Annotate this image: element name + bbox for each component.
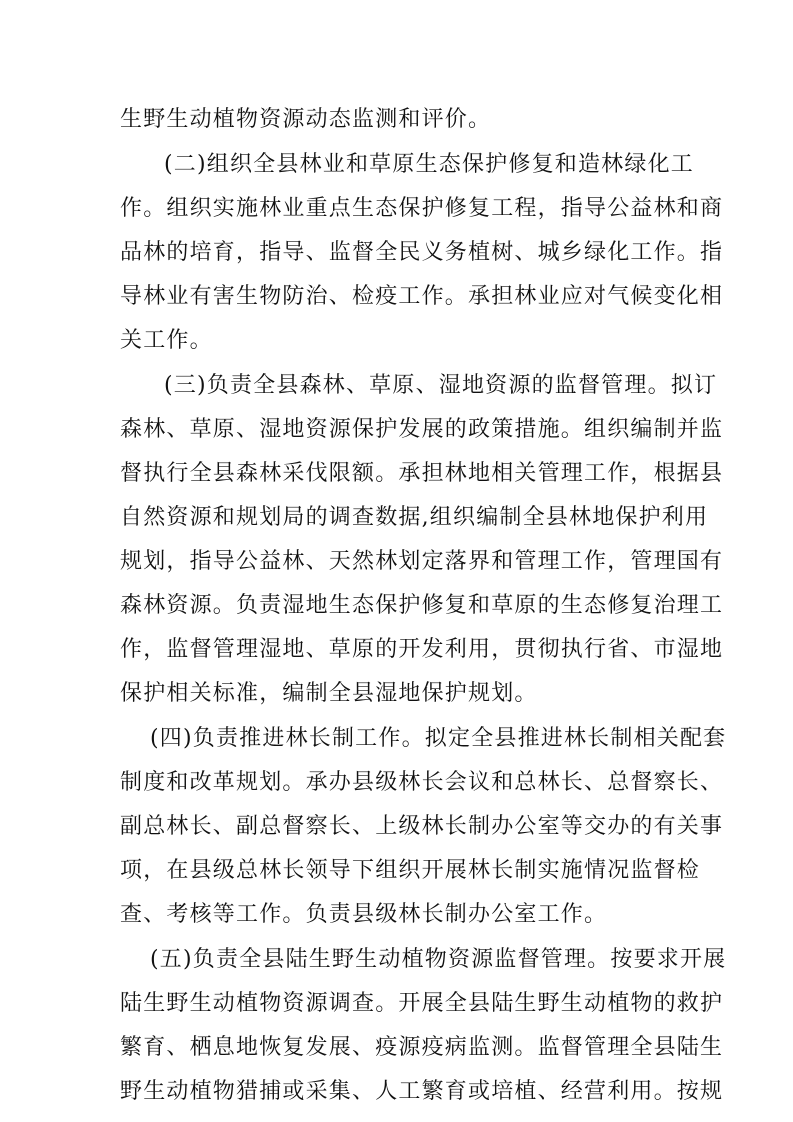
text-line: 查、考核等工作。负责县级林长制办公室工作。 [120, 902, 608, 927]
text-line: 导林业有害生物防治、检疫工作。承担林业应对气候变化相 [120, 284, 724, 309]
text-line: 繁育、栖息地恢复发展、疫源疫病监测。监督管理全县陆生 [120, 1035, 724, 1060]
text-line: 野生动植物猎捕或采集、人工繁育或培植、经营利用。按规 [120, 1079, 724, 1104]
text-line-section-heading: (三)负责全县森林、草原、湿地资源的监督管理。拟订 [164, 373, 718, 398]
text-line-section-heading: (五)负责全县陆生野生动植物资源监督管理。按要求开展 [150, 947, 727, 972]
text-line: 森林、草原、湿地资源保护发展的政策措施。组织编制并监 [120, 417, 724, 442]
text-line: 作。组织实施林业重点生态保护修复工程，指导公益林和商 [120, 196, 724, 221]
text-line-section-heading: (二)组织全县林业和草原生态保护修复和造林绿化工 [164, 152, 694, 177]
text-line: 督执行全县森林采伐限额。承担林地相关管理工作，根据县 [120, 461, 724, 486]
text-line: 品林的培育，指导、监督全民义务植树、城乡绿化工作。指 [120, 240, 724, 265]
text-line: 自然资源和规划局的调查数据,组织编制全县林地保护利用 [120, 505, 709, 530]
text-line: 制度和改革规划。承办县级林长会议和总林长、总督察长、 [120, 770, 724, 795]
text-line: 规划，指导公益林、天然林划定落界和管理工作，管理国有 [120, 549, 724, 574]
text-line: 项，在县级总林长领导下组织开展林长制实施情况监督检 [120, 858, 701, 883]
text-line: 保护相关标准，编制全县湿地保护规划。 [120, 681, 538, 706]
text-line: 森林资源。负责湿地生态保护修复和草原的生态修复治理工 [120, 593, 724, 618]
text-line-section-heading: (四)负责推进林长制工作。拟定全县推进林长制相关配套 [150, 726, 727, 751]
text-line: 生野生动植物资源动态监测和评价。 [120, 107, 492, 132]
text-line: 副总林长、副总督察长、上级林长制办公室等交办的有关事 [120, 814, 724, 839]
text-line: 陆生野生动植物资源调查。开展全县陆生野生动植物的救护 [120, 991, 724, 1016]
text-line: 作，监督管理湿地、草原的开发利用，贯彻执行省、市湿地 [120, 637, 724, 662]
text-line: 关工作。 [120, 328, 213, 353]
